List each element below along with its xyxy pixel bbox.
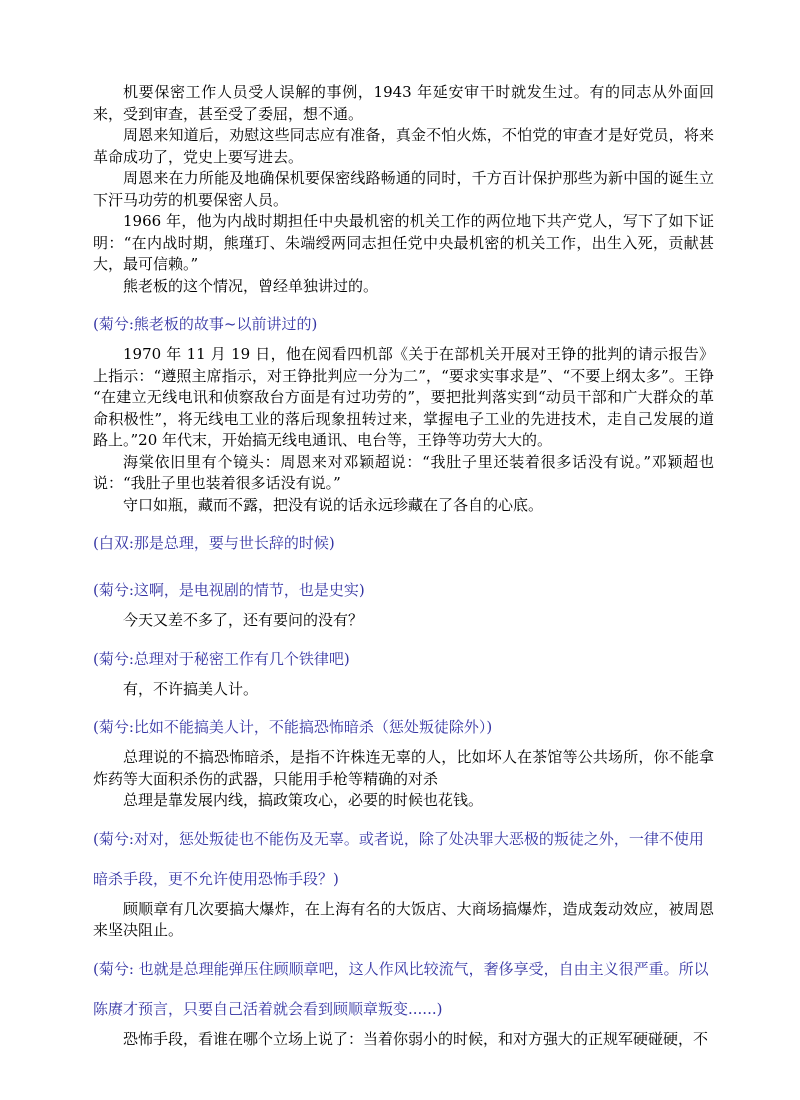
body-paragraph: 周恩来知道后，劝慰这些同志应有准备，真金不怕火炼，不怕党的审查才是好党员，将来革命成功了，党史上要写进去。: [93, 126, 714, 166]
annotation-paragraph: (菊兮:熊老板的故事~以前讲过的): [93, 315, 318, 333]
body-paragraph: 今天又差不多了，还有要问的没有？: [123, 611, 364, 629]
body-paragraph: 恐怖手段，看谁在哪个立场上说了：当着你弱小的时候，和对方强大的正规军硬碰硬，不: [123, 1029, 709, 1048]
annotation-paragraph: (菊兮:这啊，是电视剧的情节，也是史实): [93, 581, 365, 599]
body-paragraph: 有，不许搞美人计。: [123, 679, 259, 698]
document-content: [93, 82, 714, 1050]
body-paragraph: 1970 年 11 月 19 日，他在阅看四机部《关于在部机关开展对王铮的批判的请示报告》上指示：“遵照主席指示，对王铮批判应一分为二”，“要求实事求是”、“不要上纲太多”。王铮“在建立无线电讯和侦察敌台方面是有过功劳的”，要把批判落实到“动员干部和广大群众的革命积极性”，将无线电工业的落后现象扭转过来，掌握电子工业的先进技术，走自己发展的道路上。”20 年代末，开始搞无线电通讯、电台等，王铮等功劳大大的。: [93, 345, 714, 449]
body-paragraph: 总理是靠发展内线，搞政策攻心，必要的时候也花钱。: [123, 791, 484, 809]
body-paragraph: 机要保密工作人员受人误解的事例，1943 年延安审干时就发生过。有的同志从外面回来，受到审查，甚至受了委屈，想不通。: [93, 83, 714, 123]
annotation-paragraph: (菊兮: 也就是总理能弹压住顾顺章吧，这人作风比较流气，奢侈享受，自由主义很严重。所以陈赓才预言，只要自己活着就会看到顾顺章叛变......): [93, 959, 709, 1018]
body-paragraph: 顾顺章有几次要搞大爆炸，在上海有名的大饭店、大商场搞爆炸，造成轰动效应，被周恩来坚决阻止。: [93, 899, 714, 939]
body-paragraph: 1966 年，他为内战时期担任中央最机密的机关工作的两位地下共产党人，写下了如下证明：“在内战时期，熊瑾玎、朱端绶两同志担任党中央最机密的机关工作，出生入死，贡献甚大，最可信赖。”: [93, 212, 714, 273]
body-paragraph: 周恩来在力所能及地确保机要保密线路畅通的同时，千方百计保护那些为新中国的诞生立下汗马功劳的机要保密人员。: [93, 169, 714, 209]
annotation-paragraph: (菊兮:比如不能搞美人计，不能搞恐怖暗杀（惩处叛徒除外）): [93, 718, 493, 736]
annotation-paragraph: (菊兮:对对，惩处叛徒也不能伤及无辜。或者说，除了处决罪大恶极的叛徒之外，一律不使用暗杀手段，更不允许使用恐怖手段？): [93, 829, 704, 888]
body-paragraph: 总理说的不搞恐怖暗杀，是指不许株连无辜的人，比如坏人在茶馆等公共场所，你不能拿炸药等大面积杀伤的武器，只能用手枪等精确的对杀: [93, 748, 714, 788]
annotation-paragraph: (白双:那是总理，要与世长辞的时候): [93, 534, 335, 552]
annotation-paragraph: (菊兮:总理对于秘密工作有几个铁律吧): [93, 649, 350, 668]
body-paragraph: 守口如瓶，藏而不露，把没有说的话永远珍藏在了各自的心底。: [123, 495, 544, 514]
body-paragraph: 海棠依旧里有个镜头：周恩来对邓颖超说：“我肚子里还装着很多话没有说。”邓颖超也说：“我肚子里也装着很多话没有说。”: [93, 452, 714, 492]
body-paragraph: 熊老板的这个情况，曾经单独讲过的。: [123, 276, 379, 295]
